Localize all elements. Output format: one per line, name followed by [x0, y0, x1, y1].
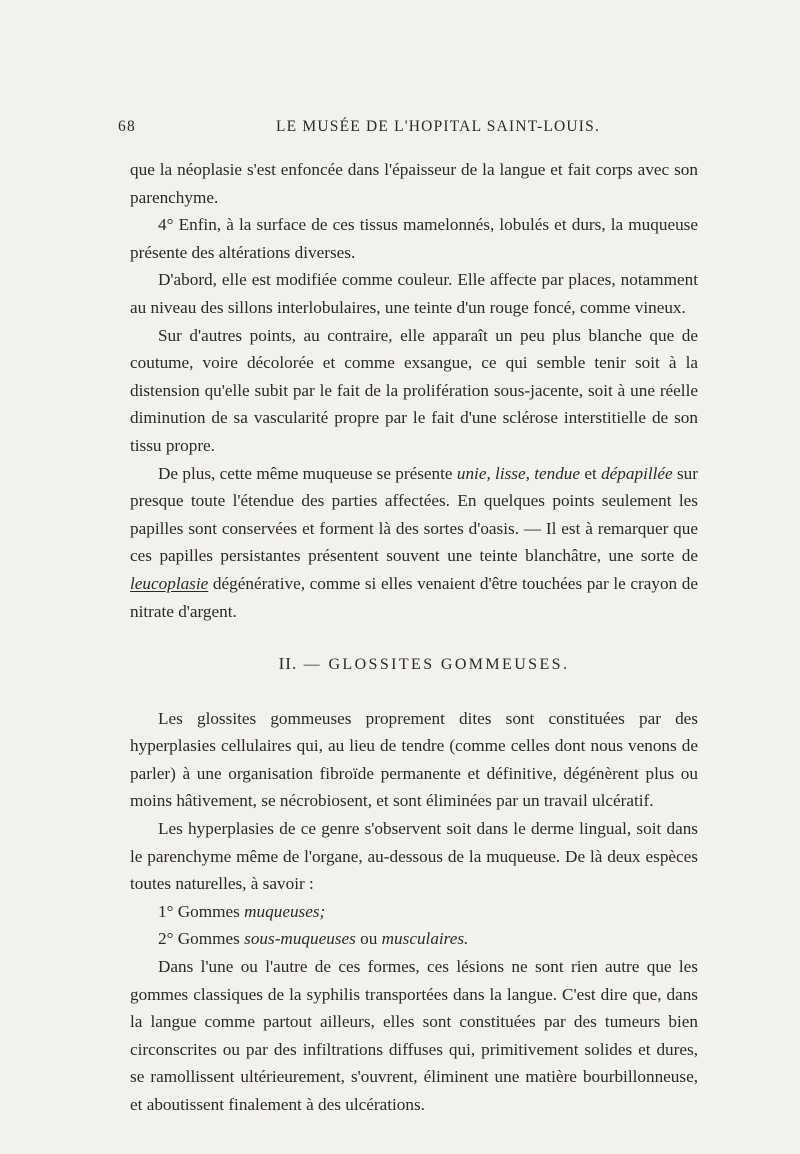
italic-term: musculaires. [381, 929, 469, 949]
section-heading [130, 650, 698, 679]
italic-term-underlined: leucoplasie [130, 573, 209, 593]
body-text [130, 156, 698, 1119]
paragraph-papillae: De plus, cette même muqueuse se présente unie, lisse, tendue et dépapillée sur presque toute l'étendue des parties affectées. En quelques points seulement les papilles sont conservées et forment là des sortes d'oasis. — Il est à remarquer que ces papilles persistantes présentent souvent une teinte blanchâtre, une sorte de leucoplasie dégénérative, comme si elles venaient d'être touchées par le crayon de nitrate d'argent. [130, 463, 698, 621]
page-number: 68 [118, 118, 136, 135]
list-item-2: 2° Gommes sous-muqueuses ou musculaires. [158, 929, 469, 949]
italic-term: muqueuses; [244, 901, 326, 921]
paragraph-color: D'abord, elle est modifiée comme couleur. Elle affecte par places, notamment au niveau des sillons interlobulaires, une teinte d'un rouge foncé, comme vineux. [130, 270, 698, 317]
section-dash: — [303, 656, 323, 674]
italic-term: sous-muqueuses [244, 929, 356, 949]
italic-term: unie, lisse, tendue [456, 463, 581, 483]
paragraph-species: Les hyperplasies de ce genre s'observent soit dans le derme lingual, soit dans le parenchyme même de l'organe, au-dessous de la muqueuse. De là deux espèces toutes naturelles, à savoir : [130, 819, 698, 894]
paragraph-pallor: Sur d'autres points, au contraire, elle apparaît un peu plus blanche que de coutume, voire décolorée et comme exsangue, ce qui semble tenir soit à la distension qu'elle subit par le fait de la prolifération sous-jacente, soit à une réelle diminution de sa vascularité propre par le fait d'une sclérose interstitielle de son tissu propre. [130, 325, 698, 455]
paragraph-lesions: Dans l'une ou l'autre de ces formes, ces lésions ne sont rien autre que les gommes classiques de la syphilis transportées dans la langue. C'est dire que, dans la langue comme partout ailleurs, elles sont constituées par des tumeurs bien circonscrites ou par des infiltrations diffuses qui, primitivement solides et dures, se ramollissent ultérieurement, s'ouvrent, éliminent une matière bourbillonneuse, et aboutissent finalement à des ulcérations. [130, 957, 698, 1114]
section-number: II. [278, 654, 298, 674]
paragraph-definition: Les glossites gommeuses proprement dites sont constituées par des hyperplasies cellulaires qui, au lieu de tendre (comme celles dont nous venons de parler) à une organisation fibroïde permanente et définitive, dégénèrent plus ou moins hâtivement, se nécrobiosent, et sont éliminées par un travail ulcératif. [130, 708, 698, 811]
paragraph-item-4: 4° Enfin, à la surface de ces tissus mamelonnés, lobulés et durs, la muqueuse présente des altérations diverses. [130, 215, 698, 262]
list-item-1: 1° Gommes muqueuses; [158, 901, 326, 921]
paragraph-continuation: que la néoplasie s'est enfoncée dans l'épaisseur de la langue et fait corps avec son parenchyme. [130, 160, 698, 207]
running-title: LE MUSÉE DE L'HOPITAL SAINT-LOUIS. [275, 118, 601, 135]
section-title: GLOSSITES GOMMEUSES. [328, 656, 570, 674]
italic-term: dépapillée [601, 463, 673, 483]
page-header [118, 118, 718, 140]
